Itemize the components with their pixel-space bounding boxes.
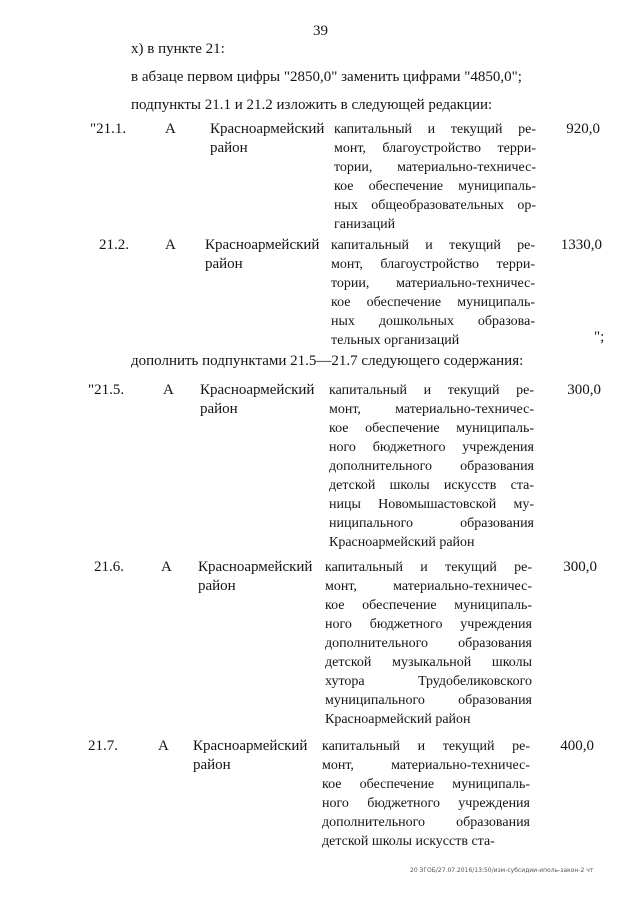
- row-description-line: ных дошкольных образова-: [331, 314, 535, 329]
- row-district-line: район: [210, 140, 248, 156]
- mid-line: дополнить подпунктами 21.5—21.7 следующего содержания:: [131, 353, 524, 369]
- row-category: А: [165, 237, 176, 253]
- row-amount: 300,0: [563, 559, 597, 575]
- row-district-line: Красноармейский: [210, 121, 325, 137]
- row-category: А: [161, 559, 172, 575]
- row-amount: 920,0: [566, 121, 600, 137]
- row-description-line: монт, материально-техничес-: [322, 758, 530, 773]
- row-description-line: ганизаций: [334, 217, 396, 232]
- footer-stamp: 20 ЗГОБ/27.07.2016/13:50/изм-субсидии-иполь-закон-2 чт: [410, 867, 594, 874]
- row-description-line: детской музыкальной школы: [325, 655, 532, 670]
- row-description-line: кое обеспечение муниципаль-: [329, 421, 534, 436]
- row-district-line: Красноармейский: [205, 237, 320, 253]
- row-district-line: район: [193, 757, 231, 773]
- row-description-line: монт, благоустройство терри-: [334, 141, 536, 156]
- row-category: А: [158, 738, 169, 754]
- row-number: 21.6.: [94, 559, 124, 575]
- row-description-line: муниципального образования: [325, 693, 532, 708]
- row-description-line: кое обеспечение муниципаль-: [331, 295, 535, 310]
- row-description-line: капитальный и текущий ре-: [325, 560, 532, 575]
- row-description-line: ного бюджетного учреждения: [329, 440, 534, 455]
- row-district-line: район: [198, 578, 236, 594]
- row-amount: 1330,0: [560, 237, 602, 253]
- row-description-line: ного бюджетного учреждения: [322, 796, 530, 811]
- row-number: "21.5.: [88, 382, 125, 398]
- row-closing-quote: ";: [594, 329, 605, 345]
- row-number: 21.7.: [88, 738, 118, 754]
- row-description-line: тельных организаций: [331, 333, 460, 348]
- row-description-line: ницы Новомышастовской му-: [329, 497, 534, 512]
- row-district-line: Красноармейский: [200, 382, 315, 398]
- top-edge: [0, 0, 640, 1]
- row-description-line: ных общеобразовательных ор-: [334, 198, 536, 213]
- row-category: А: [163, 382, 174, 398]
- intro-line-2: в абзаце первом цифры "2850,0" заменить цифрами "4850,0";: [131, 69, 522, 85]
- row-district-line: Красноармейский: [193, 738, 308, 754]
- intro-line-3: подпункты 21.1 и 21.2 изложить в следующей редакции:: [131, 97, 493, 113]
- row-description-line: монт, благоустройство терри-: [331, 257, 535, 272]
- row-category: А: [165, 121, 176, 137]
- row-description-line: монт, материально-техничес-: [325, 579, 532, 594]
- row-description-line: кое обеспечение муниципаль-: [334, 179, 536, 194]
- row-description-line: дополнительного образования: [325, 636, 532, 651]
- row-number: 21.2.: [99, 237, 129, 253]
- row-description-line: Красноармейский район: [325, 712, 471, 727]
- row-description-line: дополнительного образования: [322, 815, 530, 830]
- row-amount: 400,0: [560, 738, 594, 754]
- row-description-line: детской школы искусств ста-: [322, 834, 495, 849]
- row-description-line: Красноармейский район: [329, 535, 475, 550]
- row-number: "21.1.: [90, 121, 127, 137]
- row-description-line: кое обеспечение муниципаль-: [325, 598, 532, 613]
- row-description-line: детской школы искусств ста-: [329, 478, 534, 493]
- row-description-line: капитальный и текущий ре-: [329, 383, 534, 398]
- row-description-line: ного бюджетного учреждения: [325, 617, 532, 632]
- row-description-line: тории, материально-техничес-: [331, 276, 535, 291]
- row-description-line: капитальный и текущий ре-: [322, 739, 530, 754]
- row-description-line: капитальный и текущий ре-: [334, 122, 536, 137]
- row-description-line: дополнительного образования: [329, 459, 534, 474]
- page-number: 39: [313, 23, 328, 39]
- row-description-line: ниципального образования: [329, 516, 534, 531]
- row-district-line: район: [205, 256, 243, 272]
- row-description-line: капитальный и текущий ре-: [331, 238, 535, 253]
- row-description-line: кое обеспечение муниципаль-: [322, 777, 530, 792]
- row-description-line: хутора Трудобеликовского: [325, 674, 532, 689]
- row-amount: 300,0: [567, 382, 601, 398]
- row-description-line: тории, материально-техничес-: [334, 160, 536, 175]
- row-description-line: монт, материально-техничес-: [329, 402, 534, 417]
- row-district-line: Красноармейский: [198, 559, 313, 575]
- intro-line-1: х) в пункте 21:: [131, 41, 225, 57]
- row-district-line: район: [200, 401, 238, 417]
